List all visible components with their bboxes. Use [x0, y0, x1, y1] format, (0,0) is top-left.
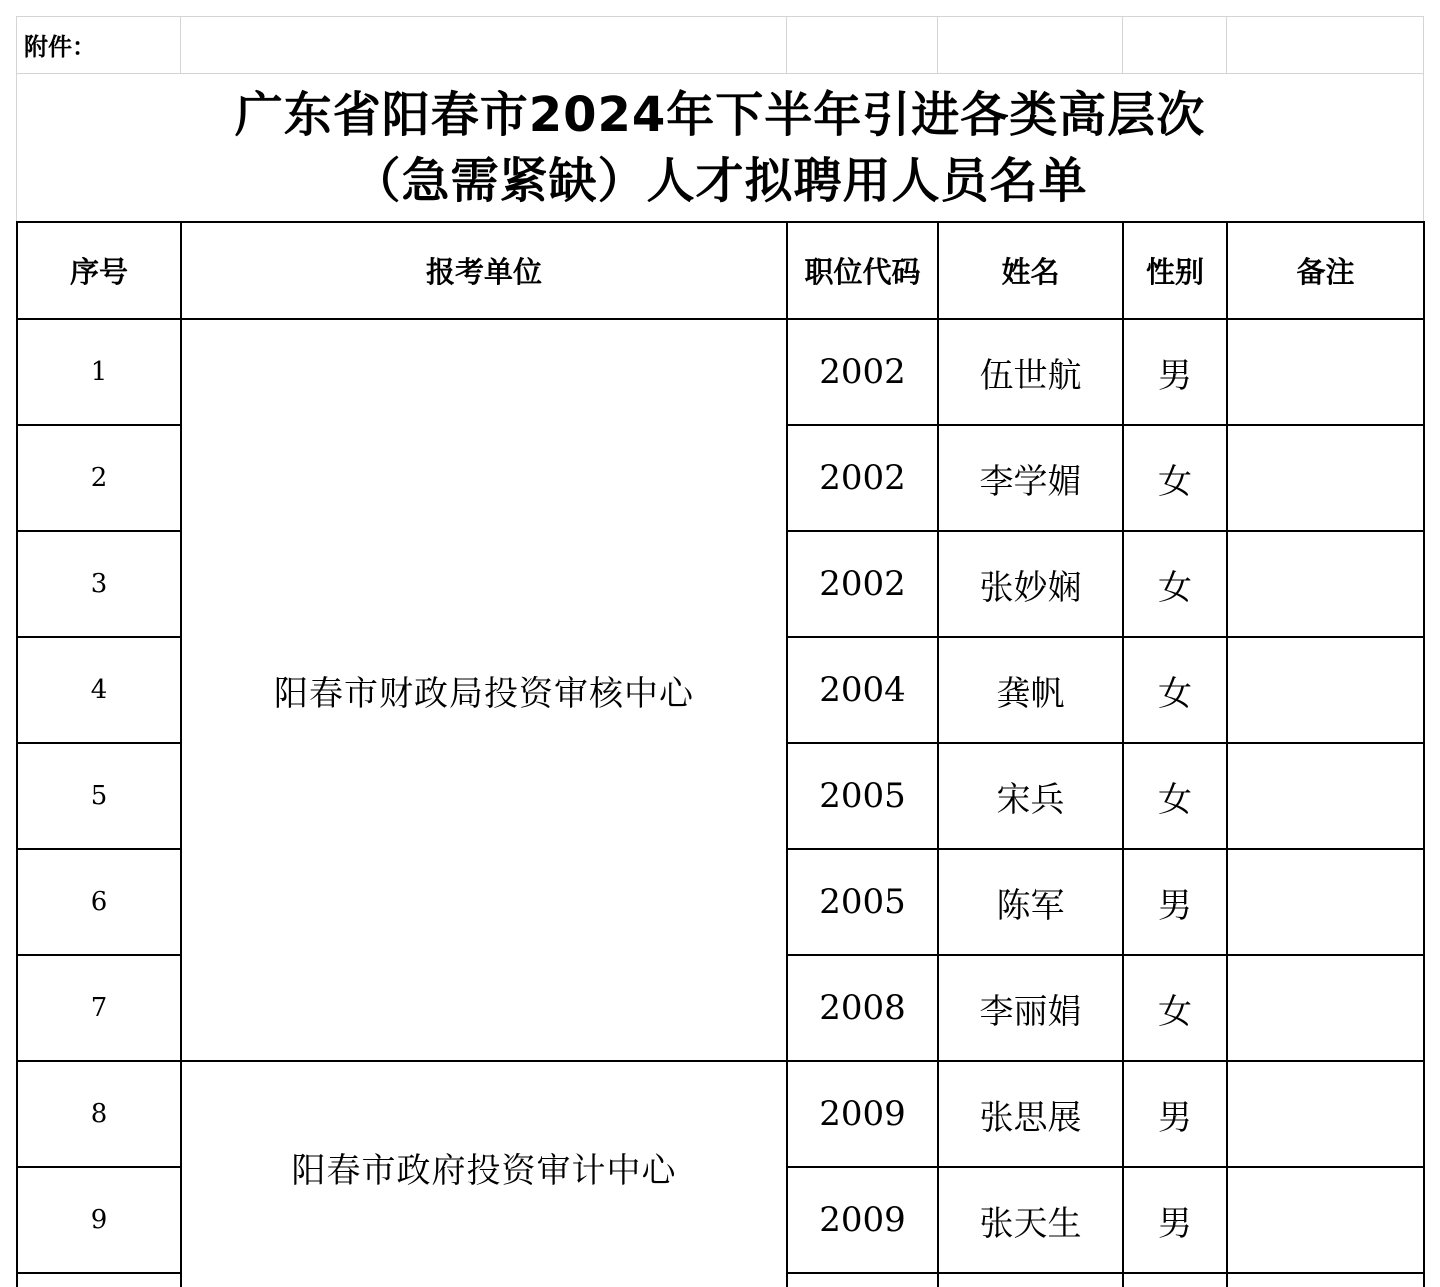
- row-gender-cell: 男: [1158, 355, 1192, 396]
- row-seq-cell: 4: [90, 675, 108, 705]
- row-name-cell: 张妙娴: [979, 567, 1082, 608]
- row-code-cell: 2002: [819, 458, 906, 498]
- row-seq-cell: 9: [90, 1205, 108, 1235]
- row-code-cell: 2008: [819, 988, 906, 1028]
- row-name-cell: 宋兵: [996, 779, 1065, 820]
- grid-line: [786, 16, 787, 73]
- spreadsheet-page: [16, 16, 1424, 1287]
- row-remark-cell: [1228, 426, 1423, 530]
- row-code-cell: 2004: [819, 670, 906, 710]
- row-name-cell: 陈军: [996, 885, 1065, 926]
- row-gender-cell: 男: [1158, 1097, 1192, 1138]
- grid-line: [937, 16, 938, 73]
- title-line-2: （急需紧缺）人才拟聘用人员名单: [352, 152, 1088, 209]
- table-border-line: [786, 1272, 1425, 1274]
- row-name-cell: 李学媚: [979, 461, 1082, 502]
- row-gender-cell: 女: [1158, 673, 1192, 714]
- row-seq-cell: 1: [90, 357, 108, 387]
- row-remark-cell: [1228, 956, 1423, 1060]
- row-seq-cell: 2: [90, 463, 108, 493]
- row-code-cell: 2005: [819, 776, 906, 816]
- row-remark-cell: [1228, 1168, 1423, 1272]
- grid-line: [1122, 16, 1123, 73]
- row-remark-cell: [1228, 638, 1423, 742]
- grid-line: [1226, 16, 1227, 73]
- row-remark-cell: [1228, 320, 1423, 424]
- row-name-cell: 张思展: [979, 1097, 1082, 1138]
- row-remark-cell: [1228, 1062, 1423, 1166]
- row-seq-cell: 6: [90, 887, 108, 917]
- row-code-cell: 2002: [819, 352, 906, 392]
- row-name-cell: 伍世航: [979, 355, 1082, 396]
- column-header: 报考单位: [425, 255, 542, 289]
- table-border-line: [1423, 221, 1425, 1287]
- row-name-cell: 张天生: [979, 1203, 1082, 1244]
- row-code-cell: 2002: [819, 564, 906, 604]
- row-seq-cell: 7: [90, 993, 108, 1023]
- row-gender-cell: 女: [1158, 567, 1192, 608]
- column-header: 备注: [1296, 255, 1355, 289]
- row-name-cell: 龚帆: [996, 673, 1065, 714]
- document-title: [16, 74, 1424, 221]
- row-gender-cell: 女: [1158, 461, 1192, 502]
- unit-cell: 阳春市政府投资审计中心: [291, 1150, 677, 1191]
- grid-line: [16, 16, 1424, 17]
- row-remark-cell: [1228, 744, 1423, 848]
- row-seq-cell: 3: [90, 569, 108, 599]
- column-header: 姓名: [1001, 255, 1060, 289]
- unit-cell: 阳春市财政局投资审核中心: [274, 673, 694, 714]
- row-seq-cell: 5: [90, 781, 108, 811]
- column-header: 性别: [1145, 255, 1204, 289]
- row-seq-cell: 8: [90, 1099, 108, 1129]
- column-header: 序号: [69, 255, 128, 289]
- row-gender-cell: 女: [1158, 779, 1192, 820]
- table-border-line: [16, 1272, 182, 1274]
- row-gender-cell: 女: [1158, 991, 1192, 1032]
- column-header: 职位代码: [804, 255, 921, 289]
- row-code-cell: 2005: [819, 882, 906, 922]
- row-name-cell: 李丽娟: [979, 991, 1082, 1032]
- attachment-label: 附件：: [24, 33, 96, 61]
- row-gender-cell: 男: [1158, 1203, 1192, 1244]
- row-remark-cell: [1228, 532, 1423, 636]
- row-code-cell: 2009: [819, 1200, 906, 1240]
- row-gender-cell: 男: [1158, 885, 1192, 926]
- grid-line: [180, 16, 181, 73]
- row-code-cell: 2009: [819, 1094, 906, 1134]
- title-line-1: 广东省阳春市2024年下半年引进各类高层次: [234, 86, 1206, 143]
- row-remark-cell: [1228, 850, 1423, 954]
